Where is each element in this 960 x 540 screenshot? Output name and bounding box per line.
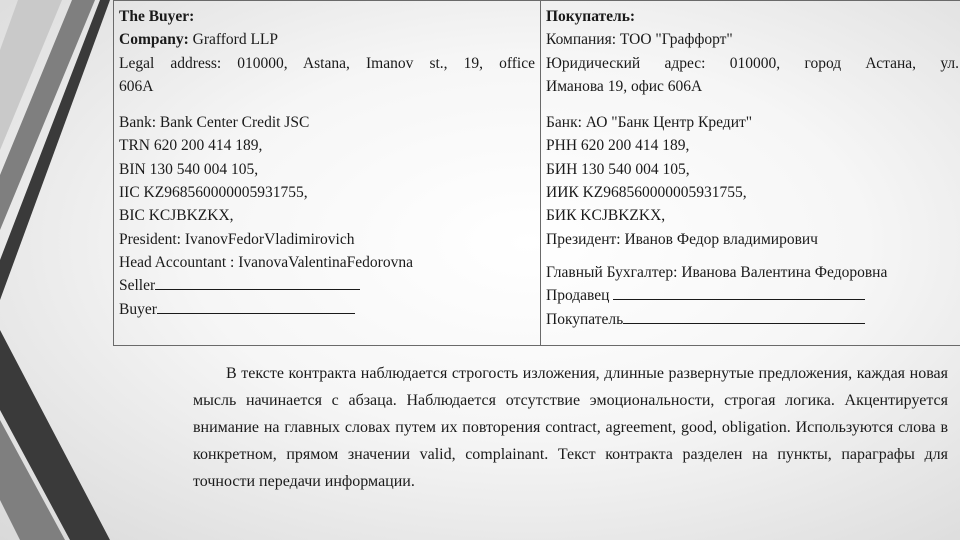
buyer-signature-line-en [157, 299, 355, 314]
iik-ru: ИИК KZ968560000005931755, [546, 184, 747, 202]
head-accountant-en: Head Accountant : IvanovaValentinaFedorovna [119, 253, 413, 271]
seller-signature-line-ru [613, 285, 865, 300]
buyer-signature-en [119, 298, 535, 321]
bank-ru: Банк: АО "Банк Центр Кредит" [546, 114, 753, 132]
contract-style-commentary: В тексте контракта наблюдается строгость изложения, длинные развернутые предложения, каждая новая мысль начинается с абзаца. Наблюдается отсутствие эмоциональности, строгая логика. Акцентируется внимание на главных словах путем их повторения contract, agreement, good, obligation. Используются слова в конкретном, прямом значении valid, complainant. Текст контракта разделен на пункты, параграфы для точности передачи информации. [193, 365, 948, 490]
bin-ru: БИН 130 540 004 105, [546, 160, 690, 178]
seller-label-ru: Продавец [546, 287, 614, 305]
company-line-en [119, 28, 535, 51]
company-ru: Компания: ТОО "Граффорт" [546, 31, 733, 49]
buyer-details-russian [541, 1, 960, 346]
address-line1-ru: Юридический адрес: 010000, город Астана, ул. [546, 54, 959, 72]
bank-en: Bank: Bank Center Credit JSC [119, 114, 310, 132]
address-line2-ru: Иманова 19, офис 606А [546, 77, 703, 95]
buyer-heading-ru: Покупатель: [546, 8, 636, 25]
spacer [546, 251, 959, 261]
seller-label-en: Seller [119, 277, 156, 295]
decorative-stripes [0, 0, 110, 540]
president-en: President: IvanovFedorVladimirovich [119, 230, 355, 248]
rnn-ru: РНН 620 200 414 189, [546, 137, 690, 155]
bin-en: BIN 130 540 004 105, [119, 160, 259, 178]
spacer [119, 98, 535, 111]
buyer-heading-en: The Buyer: [119, 8, 195, 25]
buyer-label-en: Buyer [119, 300, 157, 318]
company-label-en: Company: [119, 31, 189, 49]
buyer-label-ru: Покупатель [546, 310, 624, 328]
president-ru: Президент: Иванов Федор владимирович [546, 230, 818, 248]
head-accountant-ru: Главный Бухгалтер: Иванова Валентина Федоровна [546, 263, 888, 281]
seller-signature-ru [546, 284, 959, 307]
spacer [546, 98, 959, 111]
buyer-signature-line-ru [623, 309, 865, 324]
seller-signature-line-en [155, 275, 360, 290]
bic-en: BIC KCJBKZKX, [119, 207, 234, 225]
buyer-details-english [114, 1, 541, 346]
company-value-en: Grafford LLP [188, 31, 279, 49]
seller-signature-en [119, 274, 535, 297]
bik-ru: БИК KCJBKZKX, [546, 207, 666, 225]
address-line1-en: Legal address: 010000, Astana, Imanov st., 19, office [119, 54, 535, 72]
contract-requisites-table [113, 0, 960, 346]
address-line2-en: 606A [119, 77, 154, 95]
trn-en: TRN 620 200 414 189, [119, 137, 263, 155]
iic-en: IIC KZ968560000005931755, [119, 184, 308, 202]
buyer-signature-ru [546, 308, 959, 331]
